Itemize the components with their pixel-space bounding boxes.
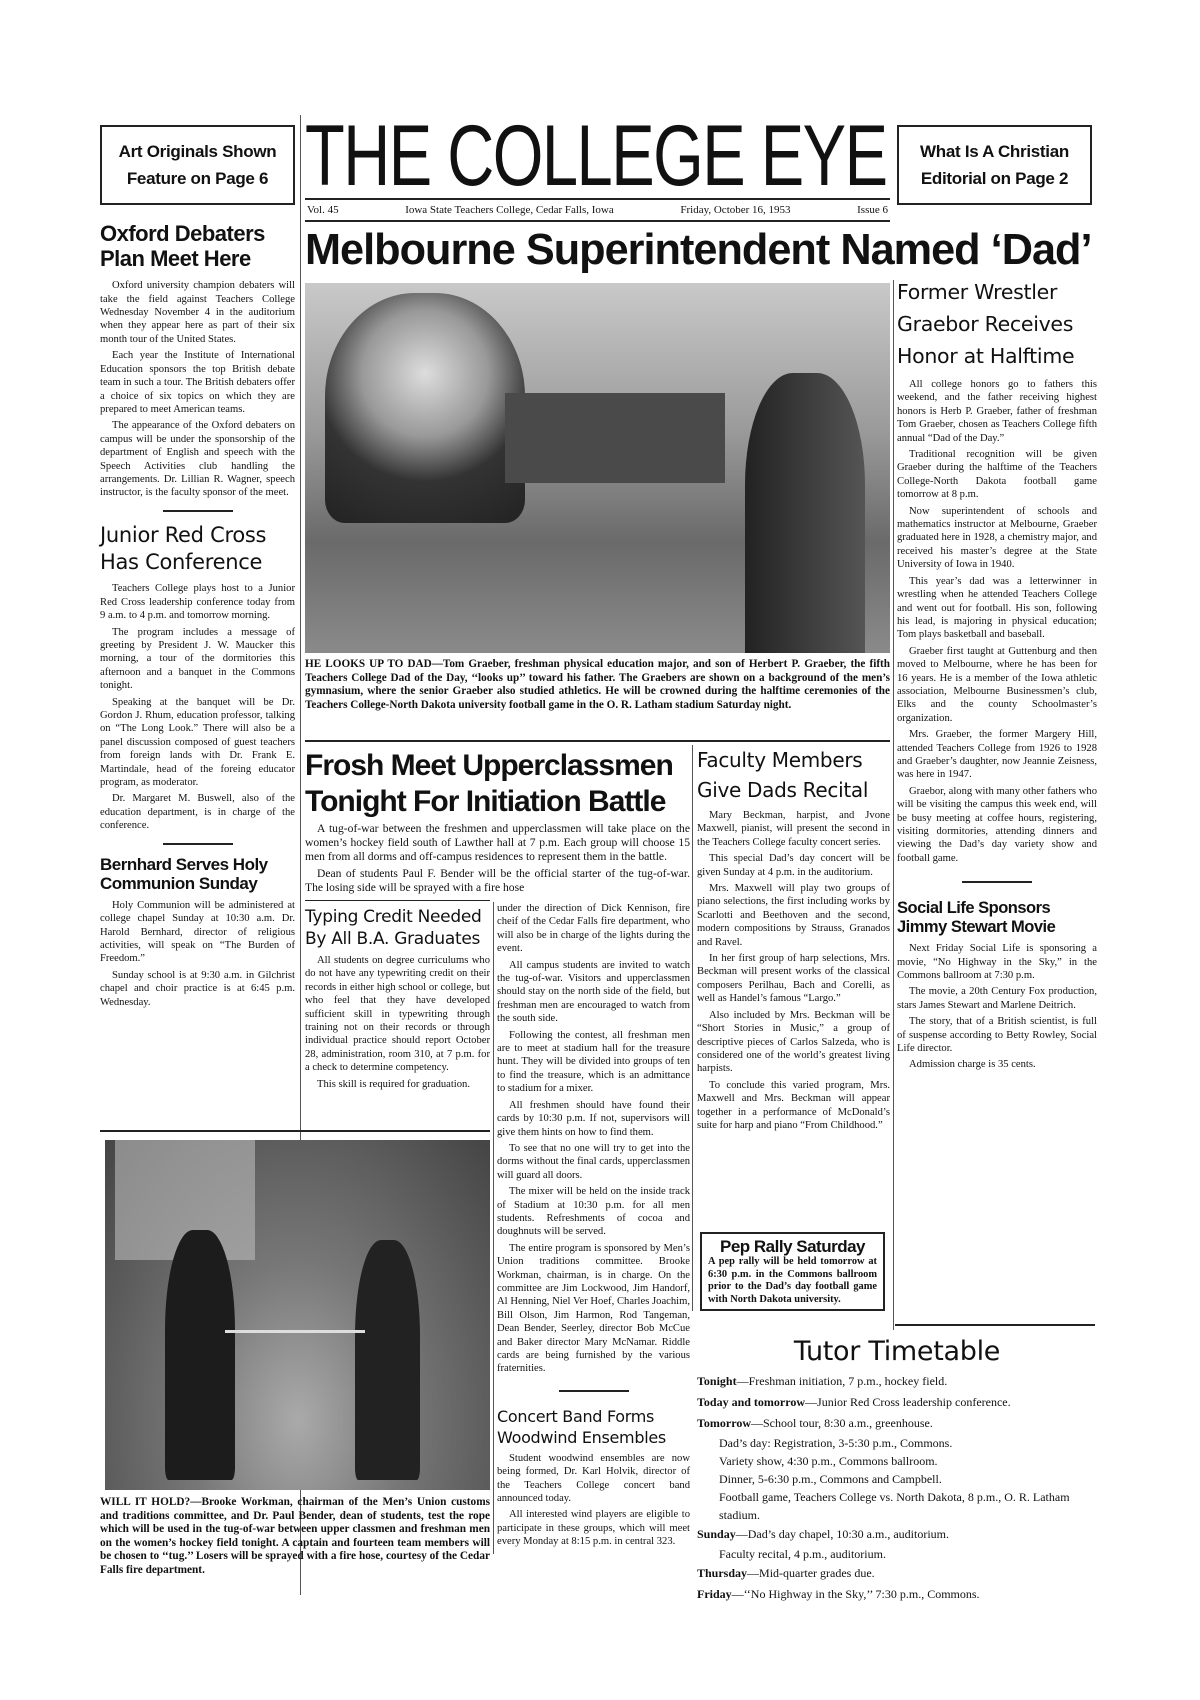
paragraph: Mrs. Maxwell will play two groups of piano selections, the first including works by Scarlotti and Beethoven and the second, modern compositions by Strauss, Granados and Ravel. [697, 883, 890, 948]
main-headline: Melbourne Superintendent Named ‘Dad’ [305, 225, 1092, 274]
paragraph: All college honors go to fathers this weekend, and the father receiving highest honors is Herb P. Graeber, father of freshman Tom Graeber, chosen as Teachers College fifth annual “Dad of the Day.” [897, 379, 1097, 444]
photo1-caption: HE LOOKS UP TO DAD—Tom Graeber, freshman physical education major, and son of Herbert P. Graeber, the fifth Teachers College Dad of the Day, ‘‘looks up’’ toward his father. The Graebers are shown on a background of the men’s gymnasium, where the senior Graeber also studied athletics. He will be crowned during the halftime ceremonies of the Teachers College-North Dakota university football game in the O. R. Latham stadium Saturday night. [305, 658, 890, 711]
headline-line: Junior Red Cross [100, 522, 267, 547]
timetable-entry [697, 1524, 1097, 1545]
section-rule [895, 1324, 1095, 1326]
paragraph: Now superintendent of schools and mathematics instructor at Melbourne, Graeber graduated here in 1928, a chemistry major, and received his master’s degree at the State University of Iowa in 1940. [897, 505, 1097, 571]
column-rule [893, 280, 894, 1330]
paragraph: The entire program is sponsored by Men’s Union traditions committee. Brooke Workman, chairman, is in charge. On the committee are Jim Lockwood, Jim Handorf, Al Henning, Niel Ver Hoef, Charles Joachim, Bill Olson, Jim Harmon, Rod Tangeman, Dean Bender, Seerley, director Bob McCue and Baker director Mary McNamar. Riddle cards are being furnished by the various fraternities. [497, 1242, 690, 1375]
teaser-line: Editorial on Page 2 [920, 169, 1069, 188]
frosh-continued [497, 902, 690, 1552]
paragraph: All students on degree curriculums who do not have any typewriting credit on their records in either high school or college, but who feel that they have developed sufficient skill in typewriting through training not on their records or through individual practice should report October 28, administration, room 310, at 7 p.m. for a check to determine competency. [305, 955, 490, 1074]
entry-subline: Variety show, 4:30 p.m., Commons ballroom. [719, 1454, 938, 1469]
entry-subline: Dinner, 5-6:30 p.m., Commons and Campbell. [719, 1472, 942, 1487]
frosh-lead [305, 822, 690, 898]
photo-rope-test [105, 1140, 490, 1490]
photo-person-right [355, 1240, 420, 1480]
paragraph: All interested wind players are eligible to participate in these groups, which will meet every Monday at 8:15 p.m. in central 323. [497, 1509, 690, 1548]
entry-text: —Mid-quarter grades due. [747, 1566, 875, 1581]
column-rule [493, 902, 494, 1554]
headline-line: Has Conference [100, 550, 263, 575]
entry-subline: Faculty recital, 4 p.m., auditorium. [719, 1547, 886, 1562]
timetable-entry [697, 1563, 1097, 1584]
entry-text: —School tour, 8:30 a.m., greenhouse. [751, 1416, 933, 1431]
headline-line: Oxford Debaters [100, 221, 265, 246]
paragraph: The mixer will be held on the inside track of Stadium at 10:30 p.m. for all men students. Refreshments of cocoa and doughnuts will be served. [497, 1186, 690, 1238]
paragraph: This special Dad’s day concert will be given Sunday at 4 p.m. in the auditorium. [697, 853, 890, 878]
volume: Vol. 45 [307, 204, 339, 216]
headline-line: Graebor Receives [897, 312, 1074, 336]
headline-line: Plan Meet Here [100, 245, 251, 271]
teaser-line: Feature on Page 6 [126, 169, 269, 188]
paragraph: The program includes a message of greeting by President J. W. Maucker this morning, a tour of the dormitories this afternoon and a banquet in the Commons tonight. [100, 626, 295, 692]
typing-article [305, 906, 490, 1094]
entry-day: Sunday [697, 1527, 736, 1542]
paragraph: Graebor, along with many other fathers who will be visiting the campus this week end, will be busy meeting at coffee hours, registering, visiting dormitories, attending dinners and viewing the Dad’s day variety show and football game. [897, 785, 1097, 864]
paragraph: The appearance of the Oxford debaters on campus will be under the sponsorship of the department of English and speech with the Speech Activities club handling the arrangements. Dr. Lillian R. Wagner, speech instructor, is the faculty sponsor of the meet. [100, 420, 295, 499]
entry-text: —Dad’s day chapel, 10:30 a.m., auditorium. [735, 1527, 949, 1542]
newspaper-title-wrap [305, 108, 890, 204]
paragraph: To conclude this varied program, Mrs. Maxwell and Mrs. Beckman will appear together in a performance of McDonald’s suite for harp and piano “From Childhood.” [697, 1079, 890, 1131]
paragraph: Dean of students Paul F. Bender will be the official starter of the tug-of-war. The losing side will be sprayed with a fire hose [305, 867, 690, 894]
timetable-entry [697, 1584, 1097, 1605]
headline-line: Jimmy Stewart Movie [897, 917, 1056, 936]
oxford-headline [100, 222, 295, 271]
timetable-entry [697, 1371, 1097, 1392]
right-column [897, 276, 1097, 1075]
tutor-timetable [697, 1334, 1097, 1605]
entry-day: Thursday [697, 1566, 748, 1581]
pep-rally-box [700, 1232, 885, 1311]
photo-father-and-son [305, 283, 890, 653]
paragraph: The story, that of a British scientist, is full of suspense according to Betty Rowley, Social Life director. [897, 1016, 1097, 1054]
pep-body: A pep rally will be held tomorrow at 6:30 p.m. in the Commons ballroom prior to the Dad’s day football game with North Dakota university. [708, 1256, 877, 1305]
timetable-entry [697, 1413, 1097, 1434]
photo-person-left [165, 1230, 235, 1480]
paragraph: Also included by Mrs. Beckman will be “Short Stories in Music,” a group of descriptive pieces of Carlos Salzeda, who is considered one of the world’s greatest living harpists. [697, 1009, 890, 1075]
paragraph: Student woodwind ensembles are now being formed, Dr. Karl Holvik, director of the Teachers College concert band announced today. [497, 1452, 690, 1505]
entry-day: Tomorrow [697, 1416, 751, 1431]
paragraph: In her first group of harp selections, Mrs. Beckman will present works of the classical composers Perilhau, Bach and Corelli, as well as Handel’s famous “Largo.” [697, 953, 890, 1005]
concert-headline [497, 1406, 690, 1448]
bernhard-headline [100, 855, 295, 893]
left-column [100, 222, 295, 1012]
paragraph: Speaking at the banquet will be Dr. Gordon J. Rhum, education professor, talking on “The Long Look.” There will also be a panel discussion composed of guest teachers from foreign lands with Dr. Frank E. Martindale, head of the foreing educator program, as moderator. [100, 696, 295, 789]
social-headline [897, 899, 1097, 936]
timetable-title: Tutor Timetable [793, 1336, 1001, 1367]
paragraph: All campus students are invited to watch the tug-of-war. Visitors and upperclassmen should stay on the north side of the field, but freshman men are encouraged to watch from the south side. [497, 959, 690, 1025]
paragraph: To see that no one will try to get into the dorms without the final cards, upperclassmen will guard all doors. [497, 1142, 690, 1181]
teaser-box-art[interactable] [100, 125, 295, 205]
headline-line: Communion Sunday [100, 873, 258, 893]
issue: Issue 6 [857, 204, 888, 216]
paragraph: This year’s dad was a letterwinner in wrestling when he attended Teachers College and went out for football. His son, following his lead, is majoring in physical education; Tom plays basketball and baseball. [897, 575, 1097, 641]
headline-line: Typing Credit Needed [305, 907, 482, 927]
section-rule [305, 740, 890, 742]
headline-line: Concert Band Forms [497, 1406, 655, 1426]
entry-subline: Football game, Teachers College vs. North Dakota, 8 p.m., O. R. Latham stadium. [719, 1490, 1070, 1523]
section-rule [100, 1130, 490, 1132]
typing-headline [305, 906, 490, 950]
divider [163, 510, 233, 512]
teaser-box-editorial[interactable] [897, 125, 1092, 205]
paragraph: Dr. Margaret M. Buswell, also of the education department, is in charge of the conference. [100, 793, 295, 832]
headline-line: Tonight For Initiation Battle [305, 785, 666, 818]
frosh-headline [305, 748, 690, 820]
paragraph: Oxford university champion debaters will take the field against Teachers College Wednesday November 4 in the auditorium when they appear here as part of their six month tour of the United States. [100, 280, 295, 345]
entry-text: —Freshman initiation, 7 p.m., hockey field. [736, 1374, 948, 1389]
main-headline-wrap [305, 225, 1095, 274]
entry-text: —Junior Red Cross leadership conference. [805, 1395, 1011, 1410]
paragraph: Mary Beckman, harpist, and Jvone Maxwell, pianist, will present the second in the Teachers College faculty concert series. [697, 810, 890, 848]
photo-portrait-father [325, 293, 525, 523]
column-rule [692, 745, 693, 1311]
faculty-headline [697, 745, 890, 805]
headline-line: Faculty Members [697, 748, 863, 772]
entry-day: Today and tomorrow [697, 1395, 806, 1410]
headline-line: Bernhard Serves Holy [100, 854, 268, 874]
entry-subline: Dad’s day: Registration, 3-5:30 p.m., Commons. [719, 1436, 953, 1451]
paragraph: under the direction of Dick Kennison, fire cheif of the Cedar Falls fire department, who will also be in charge of the lights during the event. [497, 903, 690, 955]
faculty-article [697, 745, 890, 1135]
paragraph: Holy Communion will be administered at college chapel Sunday at 10:30 a.m. Dr. Harold Bernhard, director of religious activities, will speak on “The Burden of Freedom.” [100, 899, 295, 965]
paragraph: Teachers College plays host to a Junior Red Cross leadership conference today from 9 a.m. to 4 p.m. and tomorrow morning. [100, 583, 295, 622]
divider [559, 1390, 629, 1392]
paragraph: Following the contest, all freshman men are to meet at stadium hall for the treasure hunt. They will be divided into groups of ten to find the treasure, which is an admittance to stadium for a mixer. [497, 1029, 690, 1095]
headline-line: Social Life Sponsors [897, 899, 1051, 918]
graeber-headline [897, 276, 1097, 372]
redcross-headline [100, 522, 295, 577]
photo-son [745, 373, 865, 653]
divider [163, 843, 233, 845]
paragraph: Next Friday Social Life is sponsoring a movie, “No Highway in the Sky,” in the Commons ballroom at 7:30 p.m. [897, 943, 1097, 981]
teaser-line: What Is A Christian [920, 142, 1069, 161]
masthead-info-line [305, 198, 890, 222]
divider [962, 881, 1032, 883]
teaser-line: Art Originals Shown [118, 142, 277, 161]
school: Iowa State Teachers College, Cedar Falls, Iowa [405, 204, 614, 216]
newspaper-title: THE COLLEGE EYE [305, 108, 887, 204]
paragraph: Traditional recognition will be given Graeber during the halftime of the Teachers College-North Dakota football game tomorrow at 8 p.m. [897, 449, 1097, 501]
headline-line: By All B.A. Graduates [305, 929, 481, 949]
paragraph: All freshmen should have found their cards by 10:30 p.m. If not, supervisors will give them hints on how to find them. [497, 1099, 690, 1138]
entry-day: Friday [697, 1587, 732, 1602]
paragraph: The movie, a 20th Century Fox production, stars James Stewart and Marlene Deitrich. [897, 986, 1097, 1011]
date: Friday, October 16, 1953 [680, 204, 791, 216]
paragraph: Graeber first taught at Guttenburg and then moved to Melbourne, where he has been for 16 years. He is a member of the Iowa athletic association, Melbourne Businessmen’s club, Elks and the county Schoolmaster’s organization. [897, 645, 1097, 724]
entry-text: —‘‘No Highway in the Sky,’’ 7:30 p.m., Commons. [731, 1587, 980, 1602]
paragraph: Sunday school is at 9:30 a.m. in Gilchrist chapel and choir practice is at 6:45 p.m. Wednesday. [100, 969, 295, 1008]
timetable-entry [697, 1392, 1097, 1413]
headline-line: Give Dads Recital [697, 778, 869, 802]
headline-line: Former Wrestler [897, 280, 1058, 304]
photo-gymnasium [505, 393, 725, 483]
headline-line: Honor at Halftime [897, 344, 1075, 368]
headline-line: Woodwind Ensembles [497, 1427, 666, 1447]
photo2-caption: WILL IT HOLD?—Brooke Workman, chairman of the Men’s Union customs and traditions committee, and Dr. Paul Bender, dean of students, test the rope which will be used in the tug-of-war between upper classmen and freshman men on the women’s hockey field tonight. A captain and fourteen team members will be chosen to ‘‘tug.’’ Losers will be sprayed with a fire hose, courtesy of the Cedar Falls fire department. [100, 1496, 490, 1576]
paragraph: This skill is required for graduation. [317, 1078, 470, 1090]
entry-day: Tonight [697, 1374, 737, 1389]
section-rule [305, 900, 490, 901]
headline-line: Frosh Meet Upperclassmen [305, 749, 673, 782]
paragraph: Each year the Institute of International Education sponsors the top British debate team in such a tour. The British debaters offer a choice of six topics on which they are prepared to meet American teams. [100, 350, 295, 415]
paragraph: A tug-of-war between the freshmen and upperclassmen will take place on the women’s hockey field south of Lawther hall at 7 p.m. Each group will choose 15 men from all dorms and off-campus residences to represent them in the battle. [305, 822, 690, 863]
photo-rope [225, 1330, 365, 1333]
pep-headline: Pep Rally Saturday [719, 1237, 865, 1256]
paragraph: Admission charge is 35 cents. [909, 1059, 1036, 1071]
paragraph: Mrs. Graeber, the former Margery Hill, attended Teachers College from 1926 to 1928 and Graeber’s daughter, now Jeannie Zeisness, was here in 1947. [897, 729, 1097, 781]
